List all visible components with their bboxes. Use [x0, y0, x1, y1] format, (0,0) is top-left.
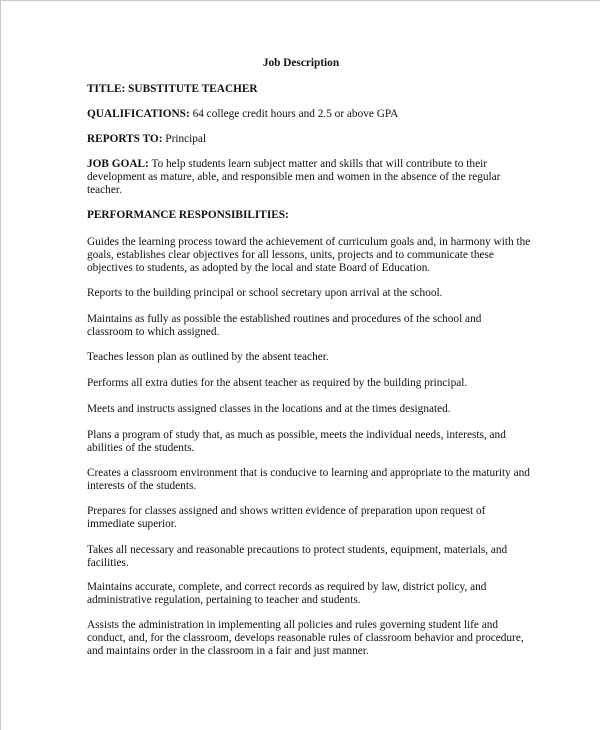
responsibility-12-line-2: conduct, and, for the classroom, develops reasonable rules of classroom behavior and procedure, — [87, 632, 524, 644]
reports-to-value: Principal — [165, 133, 207, 145]
responsibility-1-line-2: goals, establishes clear objectives for all lessons, units, projects and to communicate these — [87, 249, 494, 261]
responsibility-9-line-1: Prepares for classes assigned and shows written evidence of preparation upon request of — [87, 505, 486, 517]
responsibility-1-line-3: objectives to students, as adopted by the local and state Board of Education. — [87, 262, 431, 274]
job-goal-line-3: teacher. — [87, 184, 122, 196]
responsibility-6-line-1: Meets and instructs assigned classes in the locations and at the times designated. — [87, 403, 451, 415]
job-goal-line-1 — [87, 158, 487, 170]
responsibilities-heading-text: PERFORMANCE RESPONSIBILITIES: — [87, 209, 289, 221]
title-label: TITLE: — [87, 83, 126, 95]
reports-to-line — [87, 133, 206, 145]
job-goal-text: To help students learn subject matter and skills that will contribute to their — [151, 158, 487, 170]
responsibility-12-line-3: and maintains order in the classroom in a fair and just manner. — [87, 645, 369, 657]
responsibility-10-line-2: facilities. — [87, 557, 129, 569]
title-line — [87, 83, 258, 95]
reports-to-label: REPORTS TO: — [87, 133, 163, 145]
title-value: SUBSTITUTE TEACHER — [128, 83, 258, 95]
qualifications-line — [87, 108, 398, 120]
responsibility-12-line-1: Assists the administration in implementing all policies and rules governing student life and — [87, 619, 499, 631]
job-goal-line-2: development as mature, able, and responsible men and women in the absence of the regular — [87, 171, 501, 183]
responsibility-8-line-2: interests of the students. — [87, 480, 197, 492]
job-goal-label: JOB GOAL: — [87, 158, 149, 170]
responsibilities-heading — [87, 209, 289, 221]
responsibility-9-line-2: immediate superior. — [87, 518, 177, 530]
qualifications-value: 64 college credit hours and 2.5 or above GPA — [192, 108, 399, 120]
responsibility-11-line-1: Maintains accurate, complete, and correct records as required by law, district policy, and — [87, 581, 487, 593]
responsibility-2-line-1: Reports to the building principal or school secretary upon arrival at the school. — [87, 287, 443, 299]
responsibility-7-line-2: abilities of the students. — [87, 442, 195, 454]
responsibility-3-line-2: classroom to which assigned. — [87, 326, 220, 338]
document-heading: Job Description — [262, 57, 340, 69]
responsibility-10-line-1: Takes all necessary and reasonable precautions to protect students, equipment, materials, and — [87, 544, 508, 556]
responsibility-4-line-1: Teaches lesson plan as outlined by the absent teacher. — [87, 351, 329, 363]
responsibility-7-line-1: Plans a program of study that, as much as possible, meets the individual needs, interests, and — [87, 429, 506, 441]
responsibility-5-line-1: Performs all extra duties for the absent teacher as required by the building principal. — [87, 377, 468, 389]
qualifications-label: QUALIFICATIONS: — [87, 108, 190, 120]
responsibility-3-line-1: Maintains as fully as possible the established routines and procedures of the school and — [87, 313, 482, 325]
responsibility-1-line-1: Guides the learning process toward the achievement of curriculum goals and, in harmony with the — [87, 236, 531, 248]
responsibility-11-line-2: administrative regulation, pertaining to teacher and students. — [87, 594, 361, 606]
responsibility-8-line-1: Creates a classroom environment that is conducive to learning and appropriate to the maturity and — [87, 467, 530, 479]
